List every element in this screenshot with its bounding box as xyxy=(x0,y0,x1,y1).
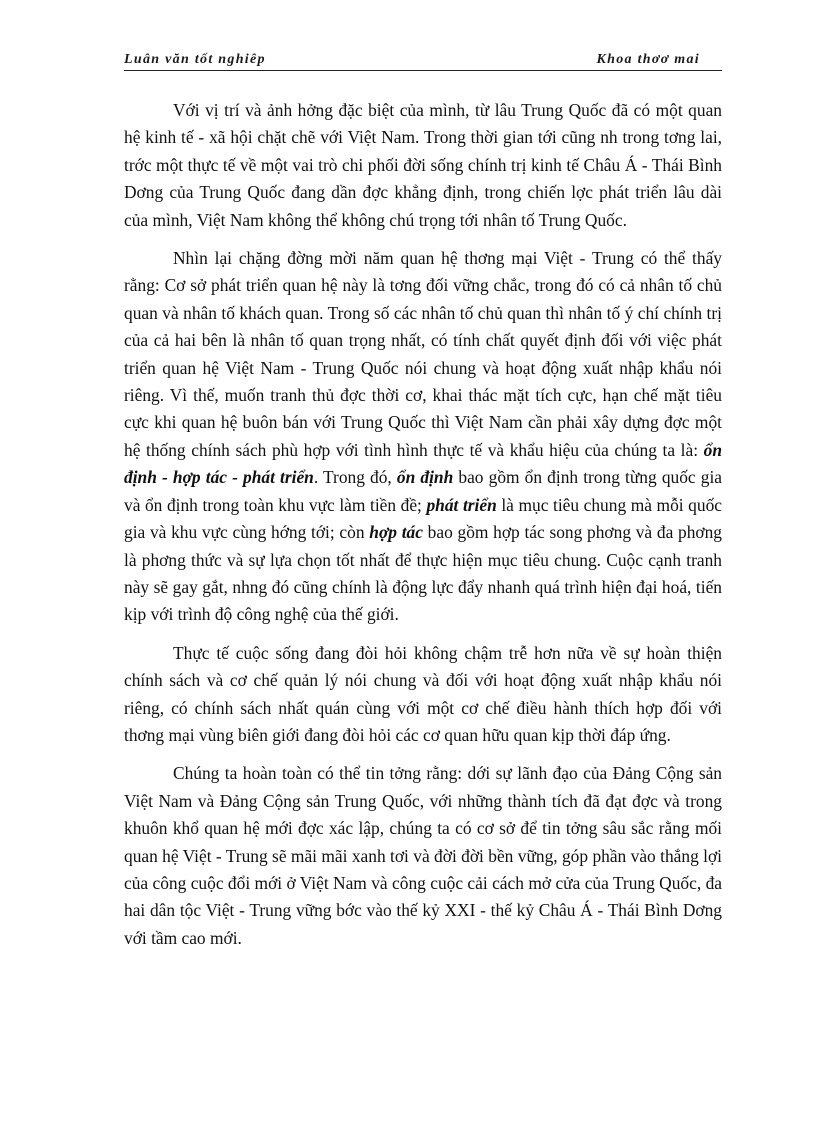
paragraph-2-text-e: bao gồm hợp tác song phơng và đa phơng là phơng thức và sự lựa chọn tốt nhất để thực hiện mục tiêu chung. Cuộc cạnh tranh này sẽ gay gắt, nhng đó cũng chính là động lực đẩy nhanh quá trình hiện đại hoá, tiến kịp với trình độ công nghệ của thế giới. xyxy=(124,522,722,625)
header-thesis-title: Luân văn tốt nghiêp xyxy=(124,52,266,67)
paragraph-2-text-c: bao gồm ổn định trong từng quốc gia và ổn định trong toàn khu vực làm tiền đề; xyxy=(124,467,722,515)
hop-tac-emphasis: hợp tác xyxy=(369,522,423,543)
paragraph-2-text-d: là mục tiêu chung mà mỗi quốc gia và khu vực cùng hớng tới; còn xyxy=(124,494,722,543)
slogan-emphasis: ổn định - hợp tác - phát triển xyxy=(124,439,722,488)
paragraph-2-text-a: Nhìn lại chặng đờng mời năm quan hệ thơng mại Việt - Trung có thể thấy rằng: Cơ sở phát triển quan hệ này là tơng đối vững chắc, trong đó có cả nhân tố chủ quan và nhân tố khách quan. Trong số các nhân tố chủ quan thì nhân tố ý chí chính trị của cả hai bên là nhân tố quan trọng nhất, có tính chất quyết định đối với việc phát triển quan hệ Việt Nam - Trung Quốc nói chung và hoạt động xuất nhập khẩu nói riêng. Vì thế, muốn tranh thủ đợc thời cơ, khai thác mặt tích cực, hạn chế mặt tiêu cực khi quan hệ buôn bán với Trung Quốc thì Việt Nam cần phải xây dựng đợc một hệ thống chính sách phù hợp với tình hình thực tế và khẩu hiệu của chúng ta là: xyxy=(124,248,722,460)
page-header xyxy=(124,50,722,72)
paragraph-4: Chúng ta hoàn toàn có thể tin tởng rằng: dới sự lãnh đạo của Đảng Cộng sản Việt Nam và Đảng Cộng sản Trung Quốc, với những thành tích đã đạt đợc và trong khuôn khổ quan hệ mới đợc xác lập, chúng ta có cơ sở để tin tởng sâu sắc rằng mối quan hệ Việt - Trung sẽ mãi mãi xanh tơi và đời đời bền vững, góp phần vào thắng lợi của công cuộc đổi mới ở Việt Nam và công cuộc cải cách mở cửa của Trung Quốc, đa hai dân tộc Việt - Trung vững bớc vào thế kỷ XXI - thế kỷ Châu Á - Thái Bình Dơng với tầm cao mới. xyxy=(124,763,722,948)
header-faculty: Khoa thơơ mai xyxy=(596,52,700,67)
paragraph-2 xyxy=(124,245,722,629)
document-body xyxy=(124,97,722,963)
on-dinh-emphasis: ổn định xyxy=(396,467,454,488)
paragraph-2-text-b: . Trong đó, xyxy=(313,467,397,488)
paragraph-3: Thực tế cuộc sống đang đòi hỏi không chậm trễ hơn nữa về sự hoàn thiện chính sách và cơ chế quản lý nói chung và đối với hoạt động xuất nhập khẩu nói riêng, có chính sách nhất quán cùng với một cơ chế điều hành thích hợp đối với thơng mại vùng biên giới đang đòi hỏi các cơ quan hữu quan kịp thời đáp ứng. xyxy=(124,642,722,745)
header-divider xyxy=(124,70,722,71)
paragraph-1: Với vị trí và ảnh hởng đặc biệt của mình, từ lâu Trung Quốc đã có một quan hệ kinh tế - xã hội chặt chẽ với Việt Nam. Trong thời gian tới cũng nh trong tơng lai, trớc một thực tế về một vai trò chi phối đời sống chính trị kinh tế Châu Á - Thái Bình Dơng của Trung Quốc đang dần đợc khẳng định, trong chiến lợc phát triển lâu dài của mình, Việt Nam không thể không chú trọng tới nhân tố Trung Quốc. xyxy=(124,100,722,230)
phat-trien-emphasis: phát triển xyxy=(426,494,497,515)
